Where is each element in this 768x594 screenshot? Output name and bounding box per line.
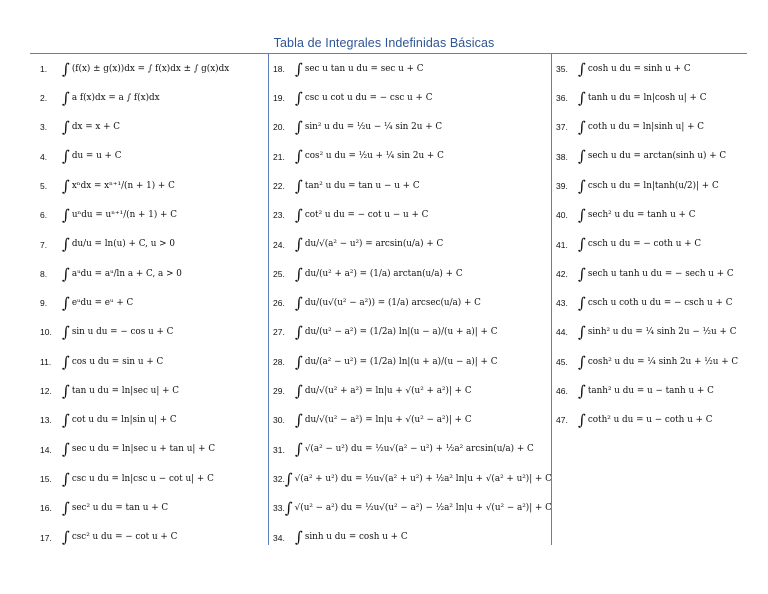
formula-number: 33.: [273, 503, 285, 514]
formula-row: [269, 525, 551, 551]
formula-text: uⁿdu = uⁿ⁺¹/(n + 1) + C: [71, 210, 177, 221]
formula-row: [552, 320, 748, 346]
integral-sign-icon: ∫: [295, 176, 303, 195]
integral-sign-icon: ∫: [62, 499, 70, 517]
integral-sign-icon: ∫: [295, 293, 303, 312]
formula-row: [269, 349, 551, 375]
formula-text: du/(a² − u²) = (1/2a) ln|(u + a)/(u − a)| + C: [304, 356, 498, 367]
formula-text: du = u + C: [71, 151, 122, 162]
integral-sign-icon: ∫: [62, 293, 70, 312]
integral-sign-icon: ∫: [578, 59, 586, 78]
formula-number: 43.: [556, 298, 568, 309]
formula-number: 18.: [273, 63, 285, 74]
formula-text: sech u tanh u du = − sech u + C: [587, 268, 734, 279]
formula-text: aᵘdu = aᵘ/ln a + C, a > 0: [71, 268, 182, 279]
formula-number: 21.: [273, 151, 285, 162]
integral-sign-icon: ∫: [62, 323, 70, 342]
formula-number: 19.: [273, 93, 285, 104]
integral-sign-icon: ∫: [62, 235, 70, 254]
integral-sign-icon: ∫: [295, 440, 303, 459]
formula-text: cosh u du = sinh u + C: [587, 63, 691, 74]
formula-number: 35.: [556, 63, 568, 74]
formula-text: (f(x) ± g(x))dx = ∫ f(x)dx ± ∫ g(x)dx: [71, 63, 230, 74]
formula-text: eᵘdu = eᵘ + C: [71, 297, 134, 308]
formula-text: dx = x + C: [71, 122, 121, 133]
integral-sign-icon: ∫: [295, 88, 303, 107]
formula-text: du/u = ln(u) + C, u > 0: [71, 239, 175, 250]
formula-text: sin² u du = ½u − ¼ sin 2u + C: [304, 122, 443, 133]
formula-row: [30, 378, 266, 404]
integrals-table: [30, 53, 747, 545]
formula-text: sec u tan u du = sec u + C: [304, 63, 424, 74]
formula-row: [269, 261, 551, 287]
formula-number: 22.: [273, 180, 285, 191]
formula-text: csc² u du = − cot u + C: [71, 532, 178, 543]
formula-text: du/√(a² − u²) = arcsin(u/a) + C: [304, 239, 444, 250]
formula-row: [552, 349, 748, 375]
formula-row: [269, 173, 551, 199]
integral-sign-icon: ∫: [295, 264, 303, 283]
integral-sign-icon: ∫: [284, 469, 293, 488]
formula-text: coth u du = ln|sinh u| + C: [587, 122, 704, 133]
formula-row: [30, 261, 266, 287]
formula-row: [552, 408, 748, 434]
integral-sign-icon: ∫: [62, 118, 70, 137]
formula-row: [269, 85, 551, 111]
formula-row: [30, 85, 266, 111]
formula-number: 25.: [273, 268, 285, 279]
formula-text: du/(u² − a²) = (1/2a) ln|(u − a)/(u + a)| + C: [304, 327, 498, 338]
formula-number: 45.: [556, 356, 568, 367]
formula-number: 17.: [40, 532, 52, 543]
formula-text: cot u du = ln|sin u| + C: [71, 415, 177, 426]
formula-number: 6.: [40, 210, 48, 221]
formula-text: csc u cot u du = − csc u + C: [304, 92, 433, 103]
formula-number: 27.: [273, 327, 285, 338]
formula-number: 28.: [273, 356, 285, 367]
integral-sign-icon: ∫: [578, 323, 586, 342]
integral-sign-icon: ∫: [62, 264, 70, 283]
formula-number: 3.: [40, 122, 48, 133]
column-2: [268, 54, 551, 545]
formula-number: 46.: [556, 386, 568, 397]
formula-number: 41.: [556, 239, 568, 250]
integral-sign-icon: ∫: [578, 264, 586, 283]
formula-number: 32.: [273, 473, 285, 484]
formula-row: [269, 56, 551, 82]
formula-number: 29.: [273, 386, 285, 397]
integral-sign-icon: ∫: [62, 381, 70, 400]
formula-number: 23.: [273, 210, 285, 221]
integral-sign-icon: ∫: [578, 88, 586, 107]
formula-text: cot² u du = − cot u − u + C: [304, 210, 429, 221]
formula-row: [269, 496, 551, 522]
formula-row: [30, 320, 266, 346]
formula-row: [30, 203, 266, 229]
column-1: [30, 54, 266, 545]
formula-row: [269, 320, 551, 346]
formula-row: [552, 173, 748, 199]
integral-sign-icon: ∫: [295, 323, 303, 342]
formula-row: [30, 466, 266, 492]
formula-row: [30, 349, 266, 375]
formula-number: 9.: [40, 298, 48, 309]
formula-text: sinh u du = cosh u + C: [304, 532, 408, 543]
formula-row: [552, 56, 748, 82]
integral-sign-icon: ∫: [62, 469, 70, 488]
formula-number: 8.: [40, 268, 48, 279]
formula-row: [269, 466, 551, 492]
formula-text: du/√(u² + a²) = ln|u + √(u² + a²)| + C: [304, 385, 472, 396]
formula-text: xⁿdx = xⁿ⁺¹/(n + 1) + C: [71, 180, 175, 191]
formula-row: [269, 232, 551, 258]
formula-number: 31.: [273, 444, 285, 455]
formula-number: 5.: [40, 180, 48, 191]
formula-number: 30.: [273, 415, 285, 426]
integral-sign-icon: ∫: [578, 352, 586, 371]
formula-text: sinh² u du = ¼ sinh 2u − ½u + C: [587, 327, 737, 338]
formula-number: 38.: [556, 151, 568, 162]
integral-sign-icon: ∫: [62, 440, 70, 459]
formula-number: 11.: [40, 356, 52, 367]
integral-sign-icon: ∫: [62, 352, 70, 371]
formula-number: 16.: [40, 503, 52, 514]
integral-sign-icon: ∫: [295, 235, 303, 254]
formula-row: [30, 525, 266, 551]
formula-text: sec² u du = tan u + C: [71, 503, 169, 514]
integral-sign-icon: ∫: [284, 499, 293, 517]
formula-text: csch u du = − coth u + C: [587, 239, 702, 250]
integral-sign-icon: ∫: [578, 411, 586, 430]
integral-sign-icon: ∫: [62, 411, 70, 430]
integral-sign-icon: ∫: [578, 381, 586, 400]
formula-text: du/(u² + a²) = (1/a) arctan(u/a) + C: [304, 268, 463, 279]
formula-row: [30, 437, 266, 463]
formula-row: [552, 144, 748, 170]
integral-sign-icon: ∫: [295, 206, 303, 224]
formula-text: coth² u du = u − coth u + C: [587, 415, 713, 426]
formula-row: [552, 115, 748, 141]
integral-sign-icon: ∫: [62, 147, 70, 166]
formula-row: [552, 232, 748, 258]
formula-row: [269, 437, 551, 463]
formula-text: √(u² − a²) du = ½u√(u² − a²) − ½a² ln|u + √(u² − a²)| + C: [294, 503, 552, 514]
formula-row: [269, 408, 551, 434]
formula-text: csch u du = ln|tanh(u/2)| + C: [587, 180, 719, 191]
integral-sign-icon: ∫: [578, 235, 586, 254]
formula-text: cos² u du = ½u + ¼ sin 2u + C: [304, 151, 444, 162]
formula-number: 47.: [556, 415, 568, 426]
formula-row: [30, 56, 266, 82]
formula-text: sec u du = ln|sec u + tan u| + C: [71, 444, 216, 455]
formula-number: 39.: [556, 180, 568, 191]
formula-text: √(a² − u²) du = ½u√(a² − u²) + ½a² arcsin(u/a) + C: [304, 444, 534, 455]
formula-text: du/√(u² − a²) = ln|u + √(u² − a²)| + C: [304, 415, 472, 426]
formula-text: sech u du = arctan(sinh u) + C: [587, 151, 727, 162]
column-3: [551, 54, 748, 545]
formula-row: [552, 378, 748, 404]
formula-number: 10.: [40, 327, 52, 338]
integral-sign-icon: ∫: [295, 118, 303, 137]
formula-number: 2.: [40, 93, 48, 104]
formula-text: tan² u du = tan u − u + C: [304, 180, 420, 191]
page-title: Tabla de Integrales Indefinidas Básicas: [273, 36, 495, 50]
integral-sign-icon: ∫: [295, 411, 303, 430]
formula-number: 4.: [40, 151, 48, 162]
integral-sign-icon: ∫: [578, 206, 586, 224]
formula-row: [30, 173, 266, 199]
formula-text: a f(x)dx = a ∫ f(x)dx: [71, 92, 160, 103]
formula-text: du/(u√(u² − a²)) = (1/a) arcsec(u/a) + C: [304, 297, 481, 308]
formula-row: [269, 290, 551, 316]
integral-sign-icon: ∫: [295, 528, 303, 547]
formula-text: tanh² u du = u − tanh u + C: [587, 385, 714, 396]
formula-row: [30, 115, 266, 141]
formula-number: 7.: [40, 239, 48, 250]
formula-number: 14.: [40, 444, 52, 455]
integral-sign-icon: ∫: [62, 206, 70, 224]
integral-sign-icon: ∫: [62, 528, 70, 547]
formula-text: csch u coth u du = − csch u + C: [587, 297, 733, 308]
formula-row: [552, 261, 748, 287]
formula-row: [552, 85, 748, 111]
formula-text: cosh² u du = ¼ sinh 2u + ½u + C: [587, 356, 739, 367]
formula-row: [269, 378, 551, 404]
formula-number: 20.: [273, 122, 285, 133]
formula-number: 40.: [556, 210, 568, 221]
formula-number: 12.: [40, 386, 52, 397]
formula-number: 34.: [273, 532, 285, 543]
integral-sign-icon: ∫: [578, 293, 586, 312]
formula-number: 26.: [273, 298, 285, 309]
formula-text: sech² u du = tanh u + C: [587, 210, 696, 221]
formula-text: cos u du = sin u + C: [71, 356, 164, 367]
integral-sign-icon: ∫: [295, 352, 303, 371]
formula-number: 42.: [556, 268, 568, 279]
integral-sign-icon: ∫: [295, 381, 303, 400]
formula-number: 36.: [556, 93, 568, 104]
formula-number: 37.: [556, 122, 568, 133]
integral-sign-icon: ∫: [578, 176, 586, 195]
formula-row: [269, 115, 551, 141]
formula-number: 24.: [273, 239, 285, 250]
formula-text: csc u du = ln|csc u − cot u| + C: [71, 473, 214, 484]
formula-row: [269, 203, 551, 229]
integral-sign-icon: ∫: [62, 176, 70, 195]
formula-number: 44.: [556, 327, 568, 338]
formula-row: [552, 290, 748, 316]
formula-row: [30, 232, 266, 258]
formula-row: [30, 408, 266, 434]
formula-row: [30, 144, 266, 170]
formula-number: 1.: [40, 63, 48, 74]
formula-row: [552, 203, 748, 229]
integral-sign-icon: ∫: [578, 147, 586, 166]
formula-text: tanh u du = ln|cosh u| + C: [587, 92, 707, 103]
formula-number: 13.: [40, 415, 52, 426]
integral-sign-icon: ∫: [578, 118, 586, 137]
formula-row: [30, 290, 266, 316]
integral-sign-icon: ∫: [295, 147, 303, 166]
integral-sign-icon: ∫: [295, 59, 303, 78]
integral-sign-icon: ∫: [62, 88, 70, 107]
formula-text: √(a² + u²) du = ½u√(a² + u²) + ½a² ln|u + √(a² + u²)| + C: [294, 473, 552, 484]
formula-number: 15.: [40, 473, 52, 484]
integral-sign-icon: ∫: [62, 59, 70, 78]
formula-row: [269, 144, 551, 170]
formula-row: [30, 496, 266, 522]
formula-text: tan u du = ln|sec u| + C: [71, 385, 180, 396]
formula-text: sin u du = − cos u + C: [71, 327, 174, 338]
